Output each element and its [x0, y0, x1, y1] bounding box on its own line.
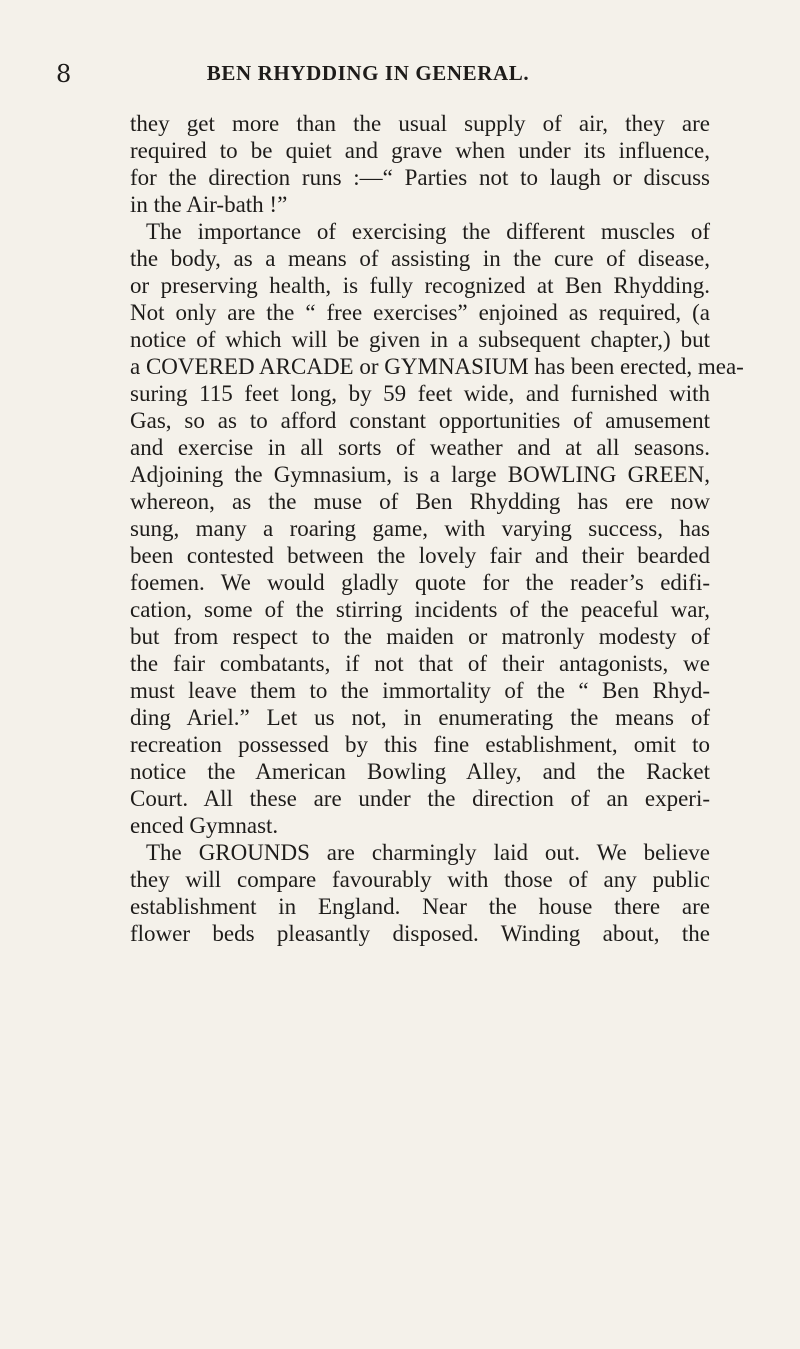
text-line: required to be quiet and grave when under its influence,	[130, 138, 710, 163]
text-line: been contested between the lovely fair and their bearded	[130, 543, 710, 568]
text-line: but from respect to the maiden or matronly modesty of	[130, 624, 710, 649]
page-number: 8	[56, 60, 72, 88]
text-line: notice of which will be given in a subsequent chapter,) but	[130, 327, 710, 352]
text-line: must leave them to the immortality of the “ Ben Rhyd-	[130, 678, 710, 703]
text-line: and exercise in all sorts of weather and at all seasons.	[130, 435, 710, 460]
text-line: whereon, as the muse of Ben Rhydding has ere now	[130, 489, 710, 514]
text-line: or preserving health, is fully recognized at Ben Rhydding.	[130, 273, 710, 298]
text-line: foemen. We would gladly quote for the reader’s edifi-	[130, 570, 710, 595]
text-line: Adjoining the Gymnasium, is a large BOWLING GREEN,	[130, 462, 710, 487]
text-line: Not only are the “ free exercises” enjoined as required, (a	[130, 300, 710, 325]
text-line: the body, as a means of assisting in the cure of disease,	[130, 246, 710, 271]
text-line: a COVERED ARCADE or GYMNASIUM has been erected, mea-	[130, 354, 744, 379]
text-line: sung, many a roaring game, with varying success, has	[130, 516, 710, 541]
text-line: flower beds pleasantly disposed. Winding about, the	[130, 921, 710, 946]
text-line: The importance of exercising the different muscles of	[146, 219, 710, 244]
text-line: in the Air-bath !”	[130, 192, 288, 217]
text-line: suring 115 feet long, by 59 feet wide, and furnished with	[130, 381, 710, 406]
text-line: cation, some of the stirring incidents of the peaceful war,	[130, 597, 710, 622]
text-line: establishment in England. Near the house there are	[130, 894, 710, 919]
page-header	[56, 58, 680, 90]
text-line: ding Ariel.” Let us not, in enumerating the means of	[130, 705, 710, 730]
text-line: enced Gymnast.	[130, 813, 279, 838]
text-line: the fair combatants, if not that of their antagonists, we	[130, 651, 710, 676]
text-line: recreation possessed by this fine establishment, omit to	[130, 732, 710, 757]
text-line: for the direction runs :—“ Parties not to laugh or discuss	[130, 165, 710, 190]
text-line: they get more than the usual supply of air, they are	[130, 111, 710, 136]
text-line: Gas, so as to afford constant opportunities of amusement	[130, 408, 710, 433]
text-line: they will compare favourably with those of any public	[130, 867, 710, 892]
text-line: The GROUNDS are charmingly laid out. We believe	[146, 840, 710, 865]
running-head: BEN RHYDDING IN GENERAL.	[206, 61, 530, 85]
body-text	[130, 110, 744, 947]
text-line: notice the American Bowling Alley, and the Racket	[130, 759, 710, 784]
text-line: Court. All these are under the direction of an experi-	[130, 786, 710, 811]
